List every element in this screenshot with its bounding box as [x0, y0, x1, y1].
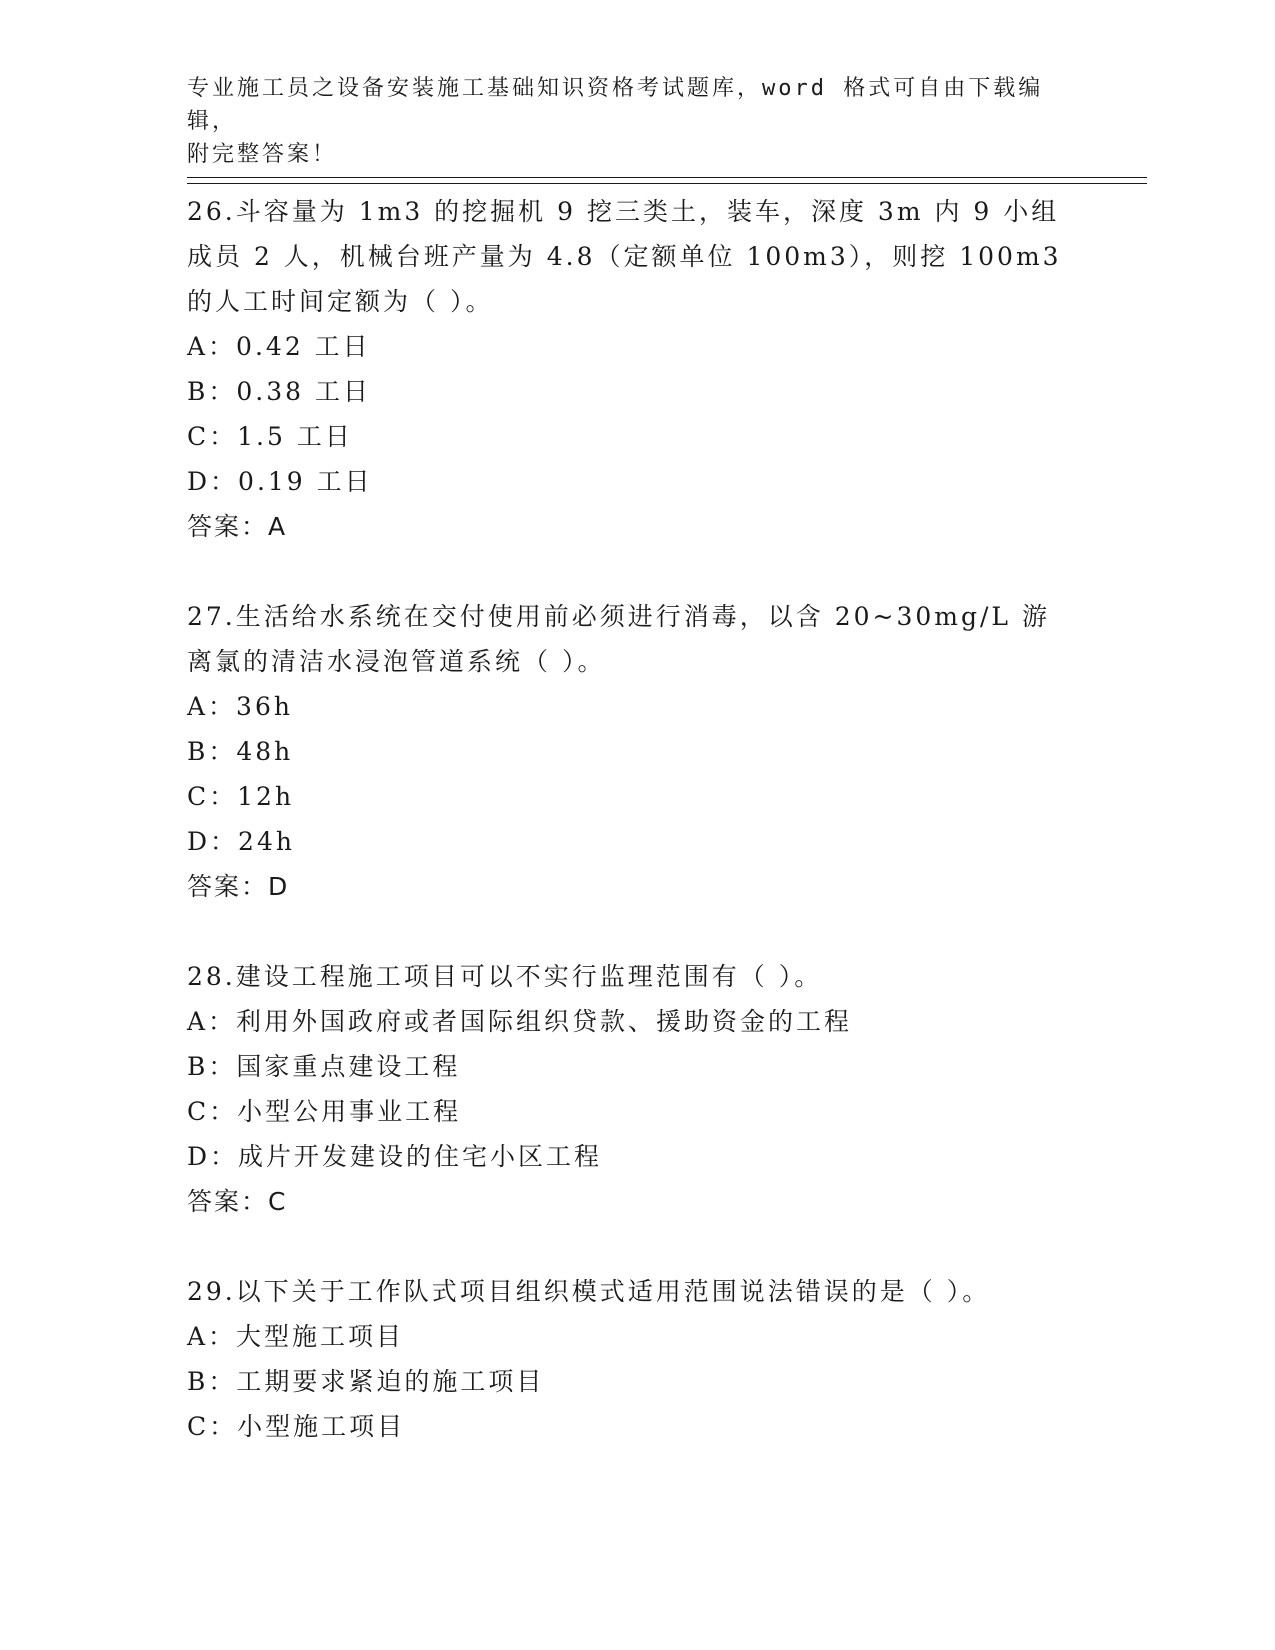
answer-line: 答案：A — [187, 512, 288, 541]
question-28 — [187, 954, 1147, 1224]
answer-line: 答案：C — [187, 1187, 288, 1216]
question-stem: 29.以下关于工作队式项目组织模式适用范围说法错误的是（ ）。 — [187, 1277, 991, 1306]
header-divider — [187, 177, 1147, 184]
option-a: A：利用外国政府或者国际组织贷款、援助资金的工程 — [187, 1007, 853, 1036]
document-header — [187, 72, 1067, 171]
option-c: C：小型公用事业工程 — [187, 1097, 462, 1126]
option-a: A：0.42 工日 — [187, 332, 371, 361]
option-a: A：36h — [187, 692, 293, 721]
option-d: D：成片开发建设的住宅小区工程 — [187, 1142, 603, 1171]
option-b: B：48h — [187, 737, 294, 766]
question-stem: 26.斗容量为 1m3 的挖掘机 9 挖三类土，装车，深度 3m 内 9 小组成员 2 人，机械台班产量为 4.8（定额单位 100m3），则挖 100m3 的人工时间定额为（ ）。 — [187, 197, 1062, 316]
option-d: D：0.19 工日 — [187, 467, 373, 496]
question-stem: 28.建设工程施工项目可以不实行监理范围有（ ）。 — [187, 962, 823, 991]
option-b: B：国家重点建设工程 — [187, 1052, 461, 1081]
option-b: B：0.38 工日 — [187, 377, 371, 406]
option-c: C：小型施工项目 — [187, 1412, 406, 1441]
option-c: C：1.5 工日 — [187, 422, 353, 451]
question-26 — [187, 189, 1147, 549]
question-list — [187, 189, 1147, 1494]
question-stem: 27.生活给水系统在交付使用前必须进行消毒，以含 20~30mg/L 游离氯的清洁水浸泡管道系统（ ）。 — [187, 602, 1050, 676]
question-27 — [187, 594, 1147, 909]
option-d: D：24h — [187, 827, 295, 856]
answer-line: 答案：D — [187, 872, 290, 901]
question-29 — [187, 1269, 1147, 1449]
header-line-1: 专业施工员之设备安装施工基础知识资格考试题库，word 格式可自由下载编辑， — [187, 76, 1044, 134]
option-a: A：大型施工项目 — [187, 1322, 405, 1351]
option-b: B：工期要求紧迫的施工项目 — [187, 1367, 545, 1396]
header-line-2: 附完整答案！ — [187, 142, 338, 167]
option-c: C：12h — [187, 782, 295, 811]
